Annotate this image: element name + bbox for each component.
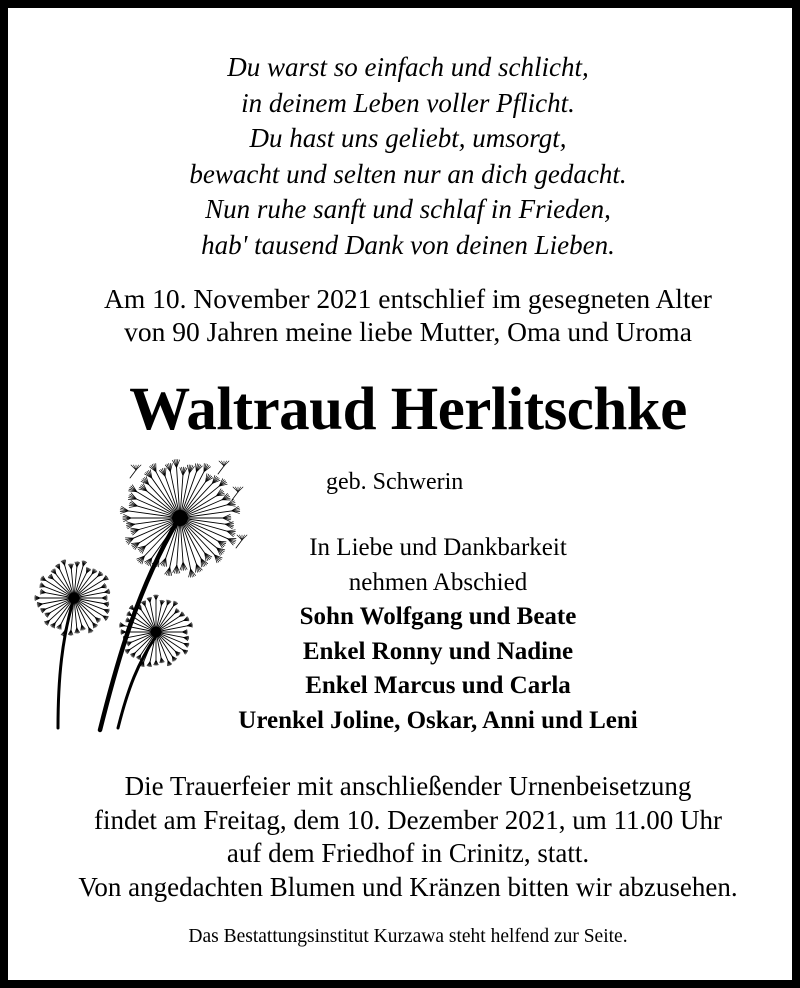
funeral-line: findet am Freitag, dem 10. Dezember 2021, um 11.00 Uhr <box>93 804 723 835</box>
mourner-entry: Sohn Wolfgang und Beate <box>299 603 577 630</box>
memorial-poem <box>8 50 800 263</box>
funeral-home-note: Das Bestattungsinstitut Kurzawa steht helfend zur Seite. <box>188 926 628 947</box>
death-announcement <box>8 282 800 348</box>
funeral-details <box>8 770 800 904</box>
mourners-lead-line: In Liebe und Dankbarkeit <box>309 534 567 561</box>
poem-line: Du warst so einfach und schlicht, <box>227 52 589 82</box>
poem-line: Nun ruhe sanft und schlaf in Frieden, <box>205 194 611 224</box>
funeral-line: Die Trauerfeier mit anschließender Urnenbeisetzung <box>124 771 692 801</box>
mourner-entry: Urenkel Joline, Oskar, Anni und Leni <box>238 706 638 734</box>
mourners-block <box>238 531 638 738</box>
mourner-entry: Enkel Ronny und Nadine <box>302 637 574 665</box>
announcement-line: Am 10. November 2021 entschlief im gesegneten Alter <box>104 283 712 314</box>
poem-line: in deinem Leben voller Pflicht. <box>241 87 575 118</box>
mourner-entry: Enkel Marcus und Carla <box>305 672 571 699</box>
funeral-line: auf dem Friedhof in Crinitz, statt. <box>226 838 590 868</box>
poem-line: Du hast uns geliebt, umsorgt, <box>249 123 567 153</box>
dandelion-icon <box>28 448 248 748</box>
mourners-lead-line: nehmen Abschied <box>348 568 528 596</box>
deceased-name: Waltraud Herlitschke <box>129 376 687 443</box>
funeral-line: Von angedachten Blumen und Kränzen bitten wir abzusehen. <box>78 871 738 902</box>
poem-line: bewacht und selten nur an dich gedacht. <box>189 158 627 189</box>
poem-line: hab' tausend Dank von deinen Lieben. <box>201 229 615 260</box>
announcement-line: von 90 Jahren meine liebe Mutter, Oma und Uroma <box>124 316 692 347</box>
maiden-name: geb. Schwerin <box>326 469 464 495</box>
